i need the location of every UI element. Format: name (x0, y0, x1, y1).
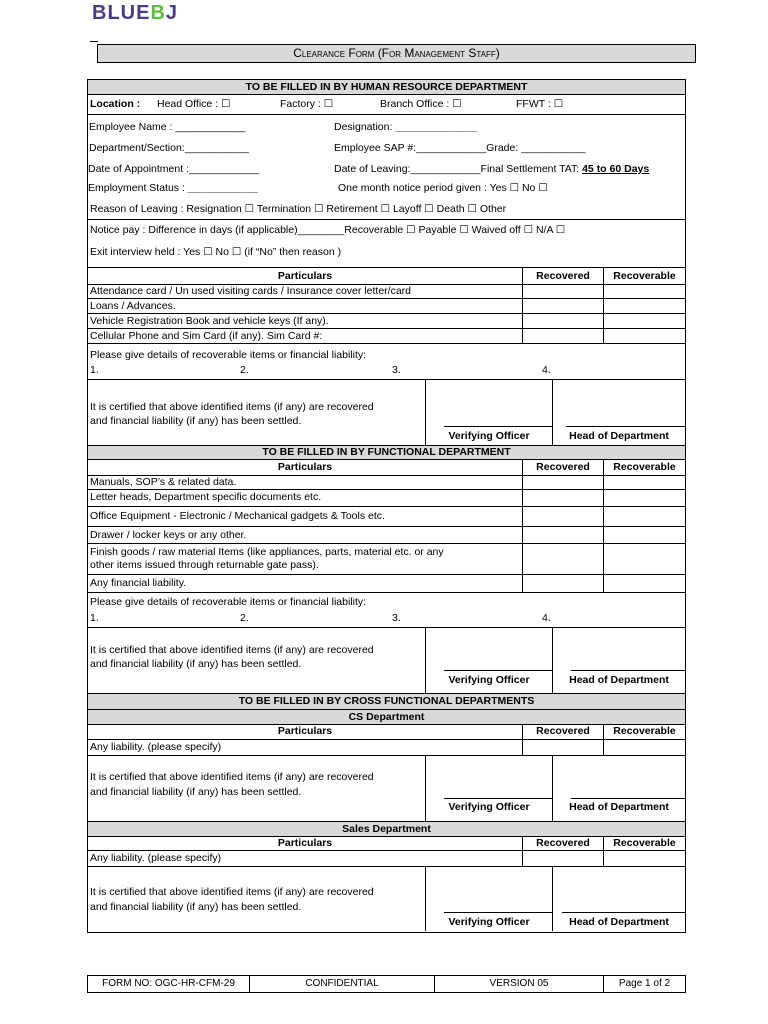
sales-col-recoverable: Recoverable (613, 837, 676, 849)
hr-item-3: Vehicle Registration Book and vehicle keys (If any). (90, 315, 329, 327)
logo-text-c: J (165, 2, 179, 24)
cs-hod-signature-line[interactable] (571, 798, 686, 799)
fd-verifying-signature-line[interactable] (444, 670, 552, 671)
sales-department-band: Sales Department (88, 822, 685, 836)
divider (603, 460, 604, 592)
sales-col-particulars: Particulars (277, 837, 333, 849)
sap-grade-field[interactable]: Employee SAP #:____________Grade: ___________ (334, 142, 586, 154)
fd-item-5-line1: Finish goods / raw material Items (like appliances, parts, material etc. or any (90, 546, 444, 558)
divider (87, 627, 685, 628)
divider (87, 574, 685, 575)
divider (87, 267, 685, 268)
notice-given-checkboxes[interactable]: One month notice period given : Yes ☐ No ☐ (338, 182, 548, 194)
hr-col-recoverable: Recoverable (613, 270, 676, 282)
location-factory-checkbox[interactable]: Factory : ☐ (280, 98, 334, 110)
hr-hod-signature-line[interactable] (566, 426, 686, 427)
employee-name-field[interactable]: Employee Name : ____________ (89, 121, 246, 133)
tat-value: 45 to 60 Days (582, 163, 650, 175)
fd-detail-1[interactable]: 1. (90, 612, 99, 624)
location-label: Location : (90, 98, 141, 110)
cs-item-liability: Any liability. (please specify) (90, 741, 222, 753)
divider (87, 94, 685, 95)
fd-item-4: Drawer / locker keys or any other. (90, 529, 247, 541)
divider (87, 739, 685, 740)
divider (87, 506, 685, 507)
date-of-appointment-field[interactable]: Date of Appointment :____________ (88, 163, 260, 175)
divider (87, 298, 685, 299)
dol-text: Date of Leaving:____________Final Settlement TAT: (334, 163, 580, 175)
emp-status-text: Employment Status : (88, 182, 185, 194)
hr-detail-2[interactable]: 2. (240, 364, 249, 376)
divider (87, 526, 685, 527)
department-field[interactable]: Department/Section:___________ (89, 142, 249, 154)
cs-certify-line2: and financial liability (if any) has been settled. (90, 786, 302, 798)
sales-certify-line2: and financial liability (if any) has been settled. (90, 901, 302, 913)
fd-col-recoverable: Recoverable (613, 461, 676, 473)
hr-hod-label: Head of Department (569, 430, 669, 442)
fd-details-prompt: Please give details of recoverable items or financial liability: (90, 596, 367, 608)
hr-certify-line1: It is certified that above identified items (if any) are recovered (90, 401, 374, 413)
fd-detail-4[interactable]: 4. (542, 612, 551, 624)
footer-confidential: CONFIDENTIAL (250, 976, 435, 992)
hr-item-2: Loans / Advances. (90, 300, 176, 312)
hr-col-recovered: Recovered (536, 270, 590, 282)
exit-interview-checkboxes[interactable]: Exit interview held : Yes ☐ No ☐ (if “No” then reason ) (90, 246, 342, 258)
divider (522, 268, 523, 343)
sales-hod-signature-line[interactable] (562, 912, 686, 913)
fd-verifying-officer-label: Verifying Officer (448, 674, 530, 686)
location-branch-checkbox[interactable]: Branch Office : ☐ (380, 98, 462, 110)
hr-band: TO BE FILLED IN BY HUMAN RESOURCE DEPARTMENT (88, 80, 685, 94)
hr-detail-4[interactable]: 4. (542, 364, 551, 376)
divider (603, 268, 604, 343)
sales-item-liability: Any liability. (please specify) (90, 852, 222, 864)
fd-certify-line2: and financial liability (if any) has been settled. (90, 658, 302, 670)
employment-status-field[interactable] (88, 182, 258, 194)
hr-certify-line2: and financial liability (if any) has been settled. (90, 415, 302, 427)
sales-certify-line1: It is certified that above identified items (if any) are recovered (90, 886, 374, 898)
cs-col-recovered: Recovered (536, 725, 590, 737)
footer-form-no: FORM NO: OGC-HR-CFM-29 (88, 976, 250, 992)
hr-item-4: Cellular Phone and Sim Card (if any). Sim Card #: (90, 330, 323, 342)
cs-col-recoverable: Recoverable (613, 725, 676, 737)
hr-details-prompt: Please give details of recoverable items or financial liability: (90, 349, 367, 361)
fd-hod-signature-line[interactable] (571, 670, 686, 671)
fd-item-3: Office Equipment - Electronic / Mechanical gadgets & Tools etc. (90, 510, 385, 522)
hr-verifying-officer-label: Verifying Officer (448, 430, 530, 442)
sales-verifying-officer-label: Verifying Officer (448, 916, 530, 928)
designation-blank: ______________ (395, 121, 478, 133)
fd-col-particulars: Particulars (277, 461, 333, 473)
divider (603, 836, 604, 866)
reason-of-leaving-checkboxes[interactable]: Reason of Leaving : Resignation ☐ Termination ☐ Retirement ☐ Layoff ☐ Death ☐ Other (90, 203, 507, 215)
company-logo (92, 2, 178, 25)
location-head-office-checkbox[interactable]: Head Office : ☐ (157, 98, 231, 110)
cs-verifying-signature-line[interactable] (444, 798, 552, 799)
page-footer (87, 975, 686, 993)
fd-band: TO BE FILLED IN BY FUNCTIONAL DEPARTMENT (88, 446, 685, 459)
designation-label[interactable] (334, 121, 477, 133)
emp-status-blank: ____________ (187, 182, 258, 194)
fd-item-1: Manuals, SOP’s & related data. (90, 476, 237, 488)
sales-verifying-signature-line[interactable] (444, 912, 552, 913)
notice-pay-checkboxes[interactable]: Notice pay : Difference in days (if applicable)________Recoverable ☐ Payable ☐ Waived off ☐ N/A ☐ (90, 224, 566, 236)
form-title: Clearance Form (For Management Staff) (97, 44, 696, 63)
divider (87, 592, 685, 593)
logo-text-b: B (150, 2, 166, 24)
fd-detail-3[interactable]: 3. (392, 612, 401, 624)
divider (522, 460, 523, 592)
divider (87, 313, 685, 314)
divider (87, 489, 685, 490)
fd-item-6: Any financial liability. (90, 577, 187, 589)
hr-verifying-signature-line[interactable] (444, 426, 552, 427)
cs-col-particulars: Particulars (277, 725, 333, 737)
header-dash (90, 41, 98, 42)
divider (87, 850, 685, 851)
divider (87, 866, 685, 867)
sales-col-recovered: Recovered (536, 837, 590, 849)
hr-item-1: Attendance card / Un used visiting cards / Insurance cover letter/card (90, 285, 411, 297)
fd-detail-2[interactable]: 2. (240, 612, 249, 624)
sales-hod-label: Head of Department (569, 916, 669, 928)
hr-detail-1[interactable]: 1. (90, 364, 99, 376)
divider (87, 114, 685, 115)
footer-version: VERSION 05 (435, 976, 604, 992)
divider (603, 724, 604, 755)
cs-verifying-officer-label: Verifying Officer (448, 801, 530, 813)
location-ffwt-checkbox[interactable]: FFWT : ☐ (516, 98, 564, 110)
fd-certify-line1: It is certified that above identified items (if any) are recovered (90, 644, 374, 656)
logo-text-a: BLUE (92, 2, 151, 24)
fd-item-2: Letter heads, Department specific documents etc. (90, 491, 322, 503)
hr-detail-3[interactable]: 3. (392, 364, 401, 376)
cs-department-band: CS Department (88, 710, 685, 724)
cs-hod-label: Head of Department (569, 801, 669, 813)
cs-certify-line1: It is certified that above identified items (if any) are recovered (90, 771, 374, 783)
fd-hod-label: Head of Department (569, 674, 669, 686)
divider (522, 836, 523, 866)
divider (87, 379, 685, 380)
footer-page-number: Page 1 of 2 (618, 978, 671, 989)
divider (87, 219, 685, 220)
divider (87, 343, 685, 344)
divider (87, 328, 685, 329)
divider (87, 755, 685, 756)
divider (87, 543, 685, 544)
date-of-leaving-field[interactable] (334, 163, 649, 175)
divider (522, 724, 523, 755)
fd-col-recovered: Recovered (536, 461, 590, 473)
divider (87, 459, 685, 460)
fd-item-5-line2: other items issued through returnable gate pass). (90, 559, 319, 571)
cfd-band: TO BE FILLED IN BY CROSS FUNCTIONAL DEPARTMENTS (88, 694, 685, 709)
designation-text: Designation: (334, 121, 393, 133)
hr-col-particulars: Particulars (277, 270, 333, 282)
